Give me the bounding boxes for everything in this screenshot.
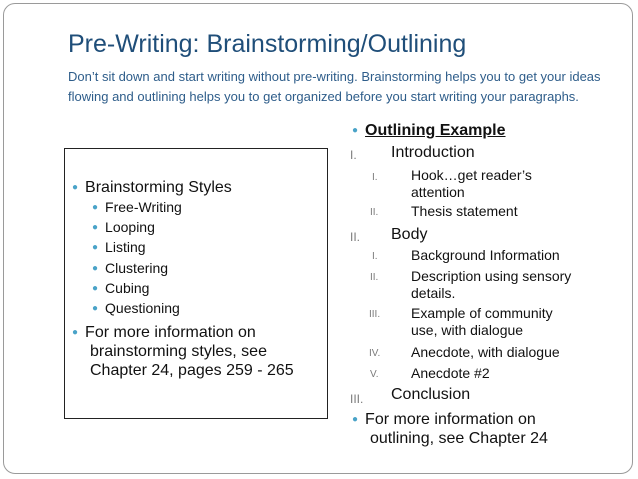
- style-label: Clustering: [105, 260, 169, 276]
- item-numeral: II.: [370, 207, 379, 218]
- outline-item: attention: [411, 184, 465, 200]
- slide-subtitle: Don’t sit down and start writing without pre-writing. Brainstorming helps you to get your ideas flowing and outlining helps you to get organized before you start writing your paragraphs.: [68, 69, 601, 104]
- brainstorming-info-item: [72, 323, 256, 344]
- bullet-icon: ●: [92, 242, 99, 253]
- brainstorming-style-item: [92, 299, 180, 320]
- outline-item: Background Information: [411, 247, 560, 263]
- brainstorming-heading-item: [72, 178, 232, 199]
- style-label: Looping: [105, 219, 155, 235]
- item-numeral: I.: [372, 251, 378, 262]
- brainstorming-style-item: [92, 198, 182, 219]
- outline-item: details.: [411, 285, 456, 301]
- slide-title: Pre-Writing: Brainstorming/Outlining: [68, 30, 467, 58]
- outline-item: use, with dialogue: [411, 322, 524, 338]
- style-label: Free-Writing: [105, 199, 182, 215]
- outline-item: Thesis statement: [411, 203, 518, 219]
- bullet-icon: ●: [352, 125, 359, 136]
- outline-item: Description using sensory: [411, 268, 572, 284]
- section-label: Body: [391, 226, 428, 243]
- item-numeral: II.: [370, 272, 379, 283]
- section-numeral: I.: [350, 148, 357, 162]
- bullet-icon: ●: [92, 303, 99, 314]
- outline-item: Hook…get reader’s: [411, 167, 532, 183]
- outlining-info-item: [352, 410, 536, 431]
- bullet-icon: ●: [92, 283, 99, 294]
- style-label: Listing: [105, 239, 146, 255]
- outlining-heading: Outlining Example: [365, 122, 506, 139]
- section-numeral: III.: [350, 392, 364, 406]
- info-line: outlining, see Chapter 24: [370, 430, 548, 447]
- item-numeral: I.: [372, 172, 378, 183]
- bullet-icon: ●: [352, 414, 359, 425]
- item-numeral: V.: [370, 369, 379, 380]
- bullet-icon: ●: [72, 327, 79, 338]
- outline-item: Example of community: [411, 305, 553, 321]
- section-numeral: II.: [350, 230, 361, 244]
- info-line: brainstorming styles, see: [90, 343, 267, 360]
- item-numeral: IV.: [369, 348, 381, 359]
- bullet-icon: ●: [92, 202, 99, 213]
- bullet-icon: ●: [72, 182, 79, 193]
- brainstorming-style-item: [92, 279, 149, 300]
- brainstorming-heading: Brainstorming Styles: [85, 179, 232, 196]
- info-line: For more information on: [365, 411, 536, 428]
- outlining-heading-item: [352, 121, 506, 142]
- bullet-icon: ●: [92, 222, 99, 233]
- style-label: Questioning: [105, 300, 180, 316]
- brainstorming-style-item: [92, 259, 168, 280]
- section-label: Conclusion: [391, 386, 471, 403]
- bullet-icon: ●: [92, 263, 99, 274]
- item-numeral: III.: [369, 309, 381, 320]
- info-line: Chapter 24, pages 259 - 265: [90, 362, 294, 379]
- section-label: Introduction: [391, 144, 475, 161]
- outline-item: Anecdote #2: [411, 365, 490, 381]
- brainstorming-style-item: [92, 238, 146, 259]
- brainstorming-style-item: [92, 218, 155, 239]
- style-label: Cubing: [105, 280, 150, 296]
- outline-item: Anecdote, with dialogue: [411, 344, 560, 360]
- info-line: For more information on: [85, 324, 256, 341]
